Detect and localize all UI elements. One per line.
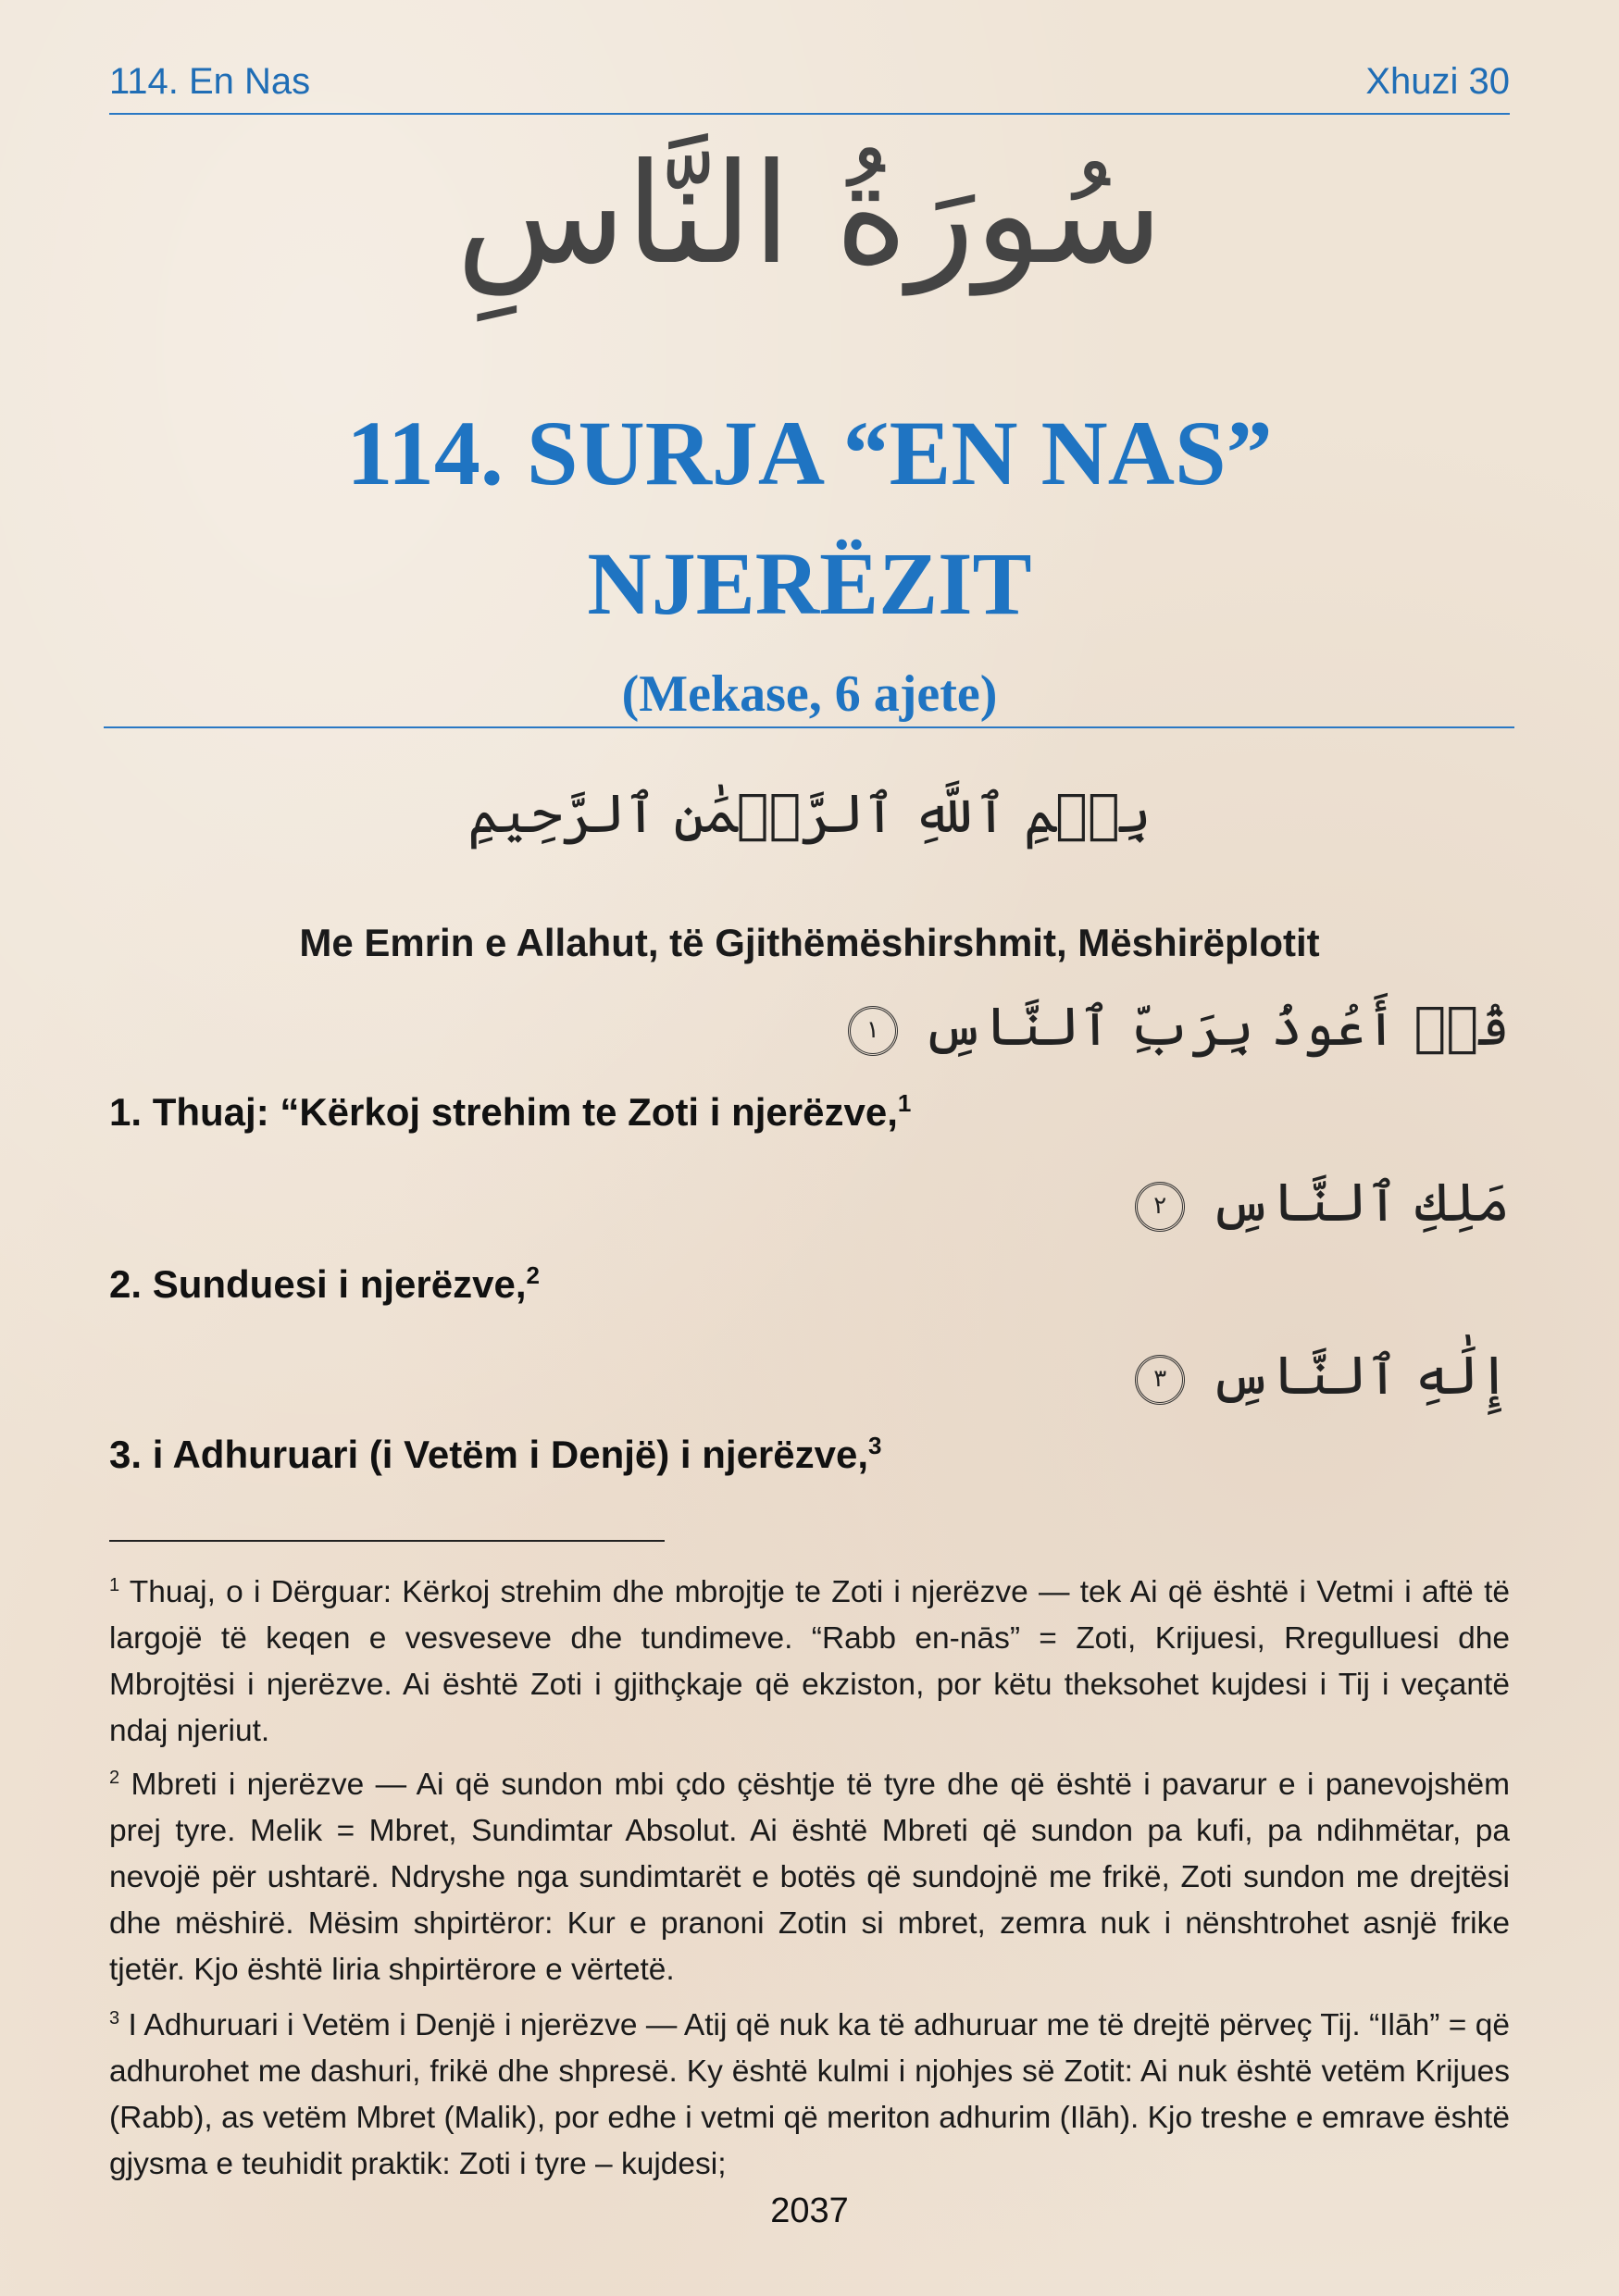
footnote-1 bbox=[109, 1570, 1510, 1755]
page-number: 2037 bbox=[770, 2191, 849, 2230]
verse-text: 2. Sunduesi i njerëzve, bbox=[109, 1262, 527, 1306]
footnote-text: I Adhuruari i Vetëm i Denjë i njerëzve — Atij që nuk ka të adhuruar me të drejtë përveç Tij. “Ilāh” = që adhurohet me dashuri, frikë dhe shpresë. Ky është kulmi i njohjes së Zotit: Ai nuk është vetëm Krijues (Rabb), as vetëm Mbret (Malik), por edhe i vetmi që meriton adhurim (Ilāh). Kjo treshe e emrave është gjysma e teuhidit praktik: Zoti i tyre – kujdesi; bbox=[109, 2008, 1511, 2181]
footnote-ref[interactable]: 2 bbox=[526, 1261, 540, 1289]
footnote-3 bbox=[109, 2003, 1510, 2188]
verse-arabic-text: إِلَٰهِ ٱلنَّاسِ bbox=[1209, 1344, 1510, 1407]
verse-1-translation bbox=[109, 1090, 911, 1135]
footnote-ref[interactable]: 3 bbox=[868, 1432, 882, 1459]
verse-arabic-text: قُلۡ أَعُوذُ بِرَبِّ ٱلنَّاسِ bbox=[922, 995, 1510, 1058]
verse-text: 3. i Adhuruari (i Vetëm i Denjë) i njerëzve, bbox=[109, 1433, 869, 1476]
title-divider bbox=[104, 726, 1514, 728]
header-juz: Xhuzi 30 bbox=[1365, 61, 1510, 102]
basmala-translation: Me Emrin e Allahut, të Gjithëmëshirshmit, Mëshirëplotit bbox=[299, 921, 1320, 964]
surah-title: 114. SURJA “EN NAS” bbox=[346, 402, 1273, 504]
verse-1-arabic bbox=[848, 995, 1510, 1058]
footnote-number: 2 bbox=[109, 1767, 120, 1788]
footnote-divider bbox=[109, 1540, 665, 1542]
ayah-number-mark: ٣ bbox=[1135, 1355, 1185, 1405]
surah-info: (Mekase, 6 ajete) bbox=[621, 665, 998, 723]
basmala-arabic: بِسۡمِ ٱللَّهِ ٱلرَّحۡمَٰنِ ٱلرَّحِيمِ bbox=[467, 782, 1152, 845]
verse-2-arabic bbox=[1135, 1171, 1510, 1234]
verse-3-translation bbox=[109, 1433, 882, 1477]
footnote-ref[interactable]: 1 bbox=[897, 1089, 912, 1117]
footnote-text: Mbreti i njerëzve — Ai që sundon mbi çdo çështje të tyre dhe që është i pavarur e i panevojshëm prej tyre. Melik = Mbret, Sundimtar Absolut. Ai është Mbreti që sundon pa kufi, pa ndihmëtar, pa nevojë për ushtarë. Ndryshe nga sundimtarët e botës që sundojnë me frikë, Zoti sundon me drejtësi dhe mëshirë. Mësim shpirtëror: Kur e pranoni Zotin si mbret, zemra nuk i nënshtrohet asnjë frike tjetër. Kjo është liria shpirtërore e vërtetë. bbox=[109, 1768, 1510, 1987]
ayah-number-mark: ٢ bbox=[1135, 1182, 1185, 1232]
verse-arabic-text: مَلِكِ ٱلنَّاسِ bbox=[1209, 1171, 1510, 1234]
footnote-number: 3 bbox=[109, 2007, 120, 2029]
page-header bbox=[109, 56, 1510, 115]
verse-text: 1. Thuaj: “Kërkoj strehim te Zoti i njerëzve, bbox=[109, 1090, 898, 1134]
header-surah: 114. En Nas bbox=[109, 61, 311, 102]
footnote-text: Thuaj, o i Dërguar: Kërkoj strehim dhe mbrojtje te Zoti i njerëzve — tek Ai që është i Vetmi i aftë të largojë të keqen e vesveseve dhe tundimeve. “Rabb en-nās” = Zoti, Krijuesi, Rregulluesi dhe Mbrojtësi i njerëzve. Ai është Zoti i gjithçkaje që ekziston, por këtu theksohet kujdesi i Tij i veçantë ndaj njeriut. bbox=[109, 1575, 1511, 1748]
surah-title-arabic: سُورَةُ النَّاسِ bbox=[455, 134, 1164, 295]
verse-3-arabic bbox=[1135, 1344, 1510, 1407]
verse-2-translation bbox=[109, 1262, 540, 1307]
surah-subtitle: NJERËZIT bbox=[587, 534, 1032, 633]
footnote-2 bbox=[109, 1762, 1510, 1993]
footnote-number: 1 bbox=[109, 1574, 120, 1595]
ayah-number-mark: ١ bbox=[848, 1006, 898, 1056]
